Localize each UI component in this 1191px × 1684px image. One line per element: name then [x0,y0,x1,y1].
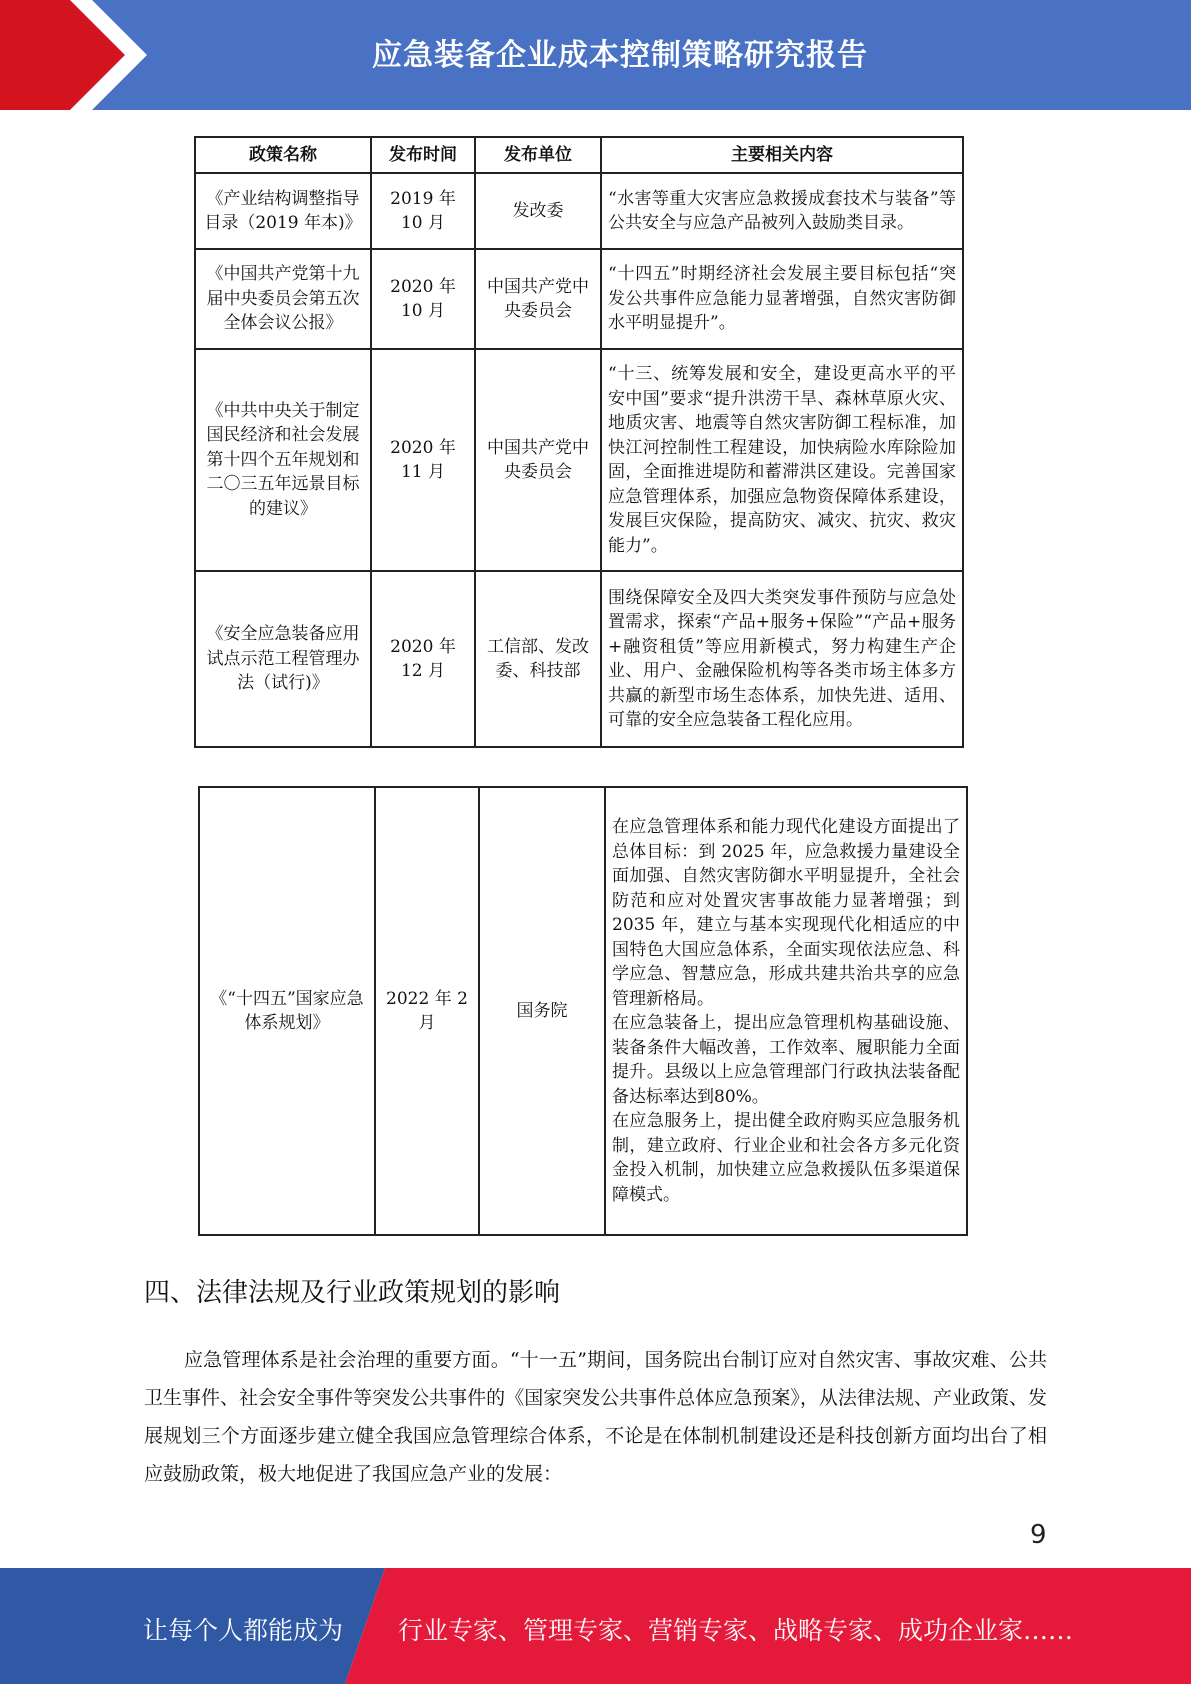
header-issuer: 发布单位 [475,137,601,173]
issuer-cell: 中国共产党中央委员会 [475,349,601,571]
policy-name-cell: 《“十四五”国家应急体系规划》 [199,787,375,1235]
content-cell: 围绕保障安全及四大类突发事件预防与应急处置需求，探索“产品+服务+保险”“产品+服务+融资租赁”等应用新模式，努力构建生产企业、用户、金融保险机构等各类市场主体多方共赢的新型市场生态体系，加快先进、适用、可靠的安全应急装备工程化应用。 [601,571,963,747]
header-main-content: 主要相关内容 [601,137,963,173]
policy-name-cell: 《安全应急装备应用试点示范工程管理办法（试行)》 [195,571,371,747]
table-row [195,249,963,349]
table-row [199,787,967,1235]
issuer-cell: 发改委 [475,173,601,249]
release-date-cell: 2020 年 10 月 [371,249,475,349]
policy-table-part1 [194,136,964,748]
page-number: 9 [1030,1520,1047,1550]
table-header-row [195,137,963,173]
content-cell: “水害等重大灾害应急救援成套技术与装备”等公共安全与应急产品被列入鼓励类目录。 [601,173,963,249]
issuer-cell: 工信部、发改委、科技部 [475,571,601,747]
issuer-cell: 中国共产党中央委员会 [475,249,601,349]
header-banner [0,0,1191,110]
footer-slogan-right: 行业专家、管理专家、营销专家、战略专家、成功企业家…… [398,1616,1074,1645]
release-date-cell: 2020 年 11 月 [371,349,475,571]
footer-slogan-left: 让每个人都能成为 [143,1616,344,1645]
header-policy-name: 政策名称 [195,137,371,173]
content-paragraph: 在应急管理体系和能力现代化建设方面提出了总体目标：到 2025 年，应急救援力量建设全面加强、自然灾害防御水平明显提升，全社会防范和应对处置灾害事故能力显著增强；到 2035 年，建立与基本实现现代化相适应的中国特色大国应急体系，全面实现依法应急、科学应急、智慧应急，形成共建共治共享的应急管理新格局。 [612,817,960,1009]
table-row [195,571,963,747]
table-row [195,173,963,249]
content-cell [605,787,967,1235]
policy-name-cell: 《中国共产党第十九届中央委员会第五次全体会议公报》 [195,249,371,349]
policy-name-cell: 《中共中央关于制定国民经济和社会发展第十四个五年规划和二〇三五年远景目标的建议》 [195,349,371,571]
policy-table-part2 [198,786,968,1236]
release-date-cell: 2019 年 10 月 [371,173,475,249]
content-paragraph: 在应急装备上，提出应急管理机构基础设施、装备条件大幅改善，工作效率、履职能力全面提升。县级以上应急管理部门行政执法装备配备达标率达到80%。 [612,1013,960,1107]
body-paragraph: 应急管理体系是社会治理的重要方面。“十一五”期间，国务院出台制订应对自然灾害、事故灾难、公共卫生事件、社会安全事件等突发公共事件的《国家突发公共事件总体应急预案》，从法律法规、产业政策、发展规划三个方面逐步建立健全我国应急管理综合体系，不论是在体制机制建设还是科技创新方面均出台了相应鼓励政策，极大地促进了我国应急产业的发展： [144,1349,1047,1485]
content-paragraph: 在应急服务上，提出健全政府购买应急服务机制，建立政府、行业企业和社会各方多元化资金投入机制，加快建立应急救援队伍多渠道保障模式。 [612,1111,960,1205]
release-date-cell: 2022 年 2 月 [375,787,479,1235]
footer-banner [0,1568,1191,1684]
header-release-date: 发布时间 [371,137,475,173]
content-cell: “十三、统筹发展和安全，建设更高水平的平安中国”要求“提升洪涝干旱、森林草原火灾、地质灾害、地震等自然灾害防御工程标准，加快江河控制性工程建设，加快病险水库除险加固，全面推进堤防和蓄滞洪区建设。完善国家应急管理体系，加强应急物资保障体系建设，发展巨灾保险，提高防灾、减灾、抗灾、救灾能力”。 [601,349,963,571]
header-title: 应急装备企业成本控制策略研究报告 [372,38,868,73]
section-heading: 四、法律法规及行业政策规划的影响 [144,1278,561,1308]
policy-name-cell: 《产业结构调整指导目录（2019 年本)》 [195,173,371,249]
release-date-cell: 2020 年 12 月 [371,571,475,747]
content-cell: “十四五”时期经济社会发展主要目标包括“突发公共事件应急能力显著增强，自然灾害防御水平明显提升”。 [601,249,963,349]
table-row [195,349,963,571]
issuer-cell: 国务院 [479,787,605,1235]
